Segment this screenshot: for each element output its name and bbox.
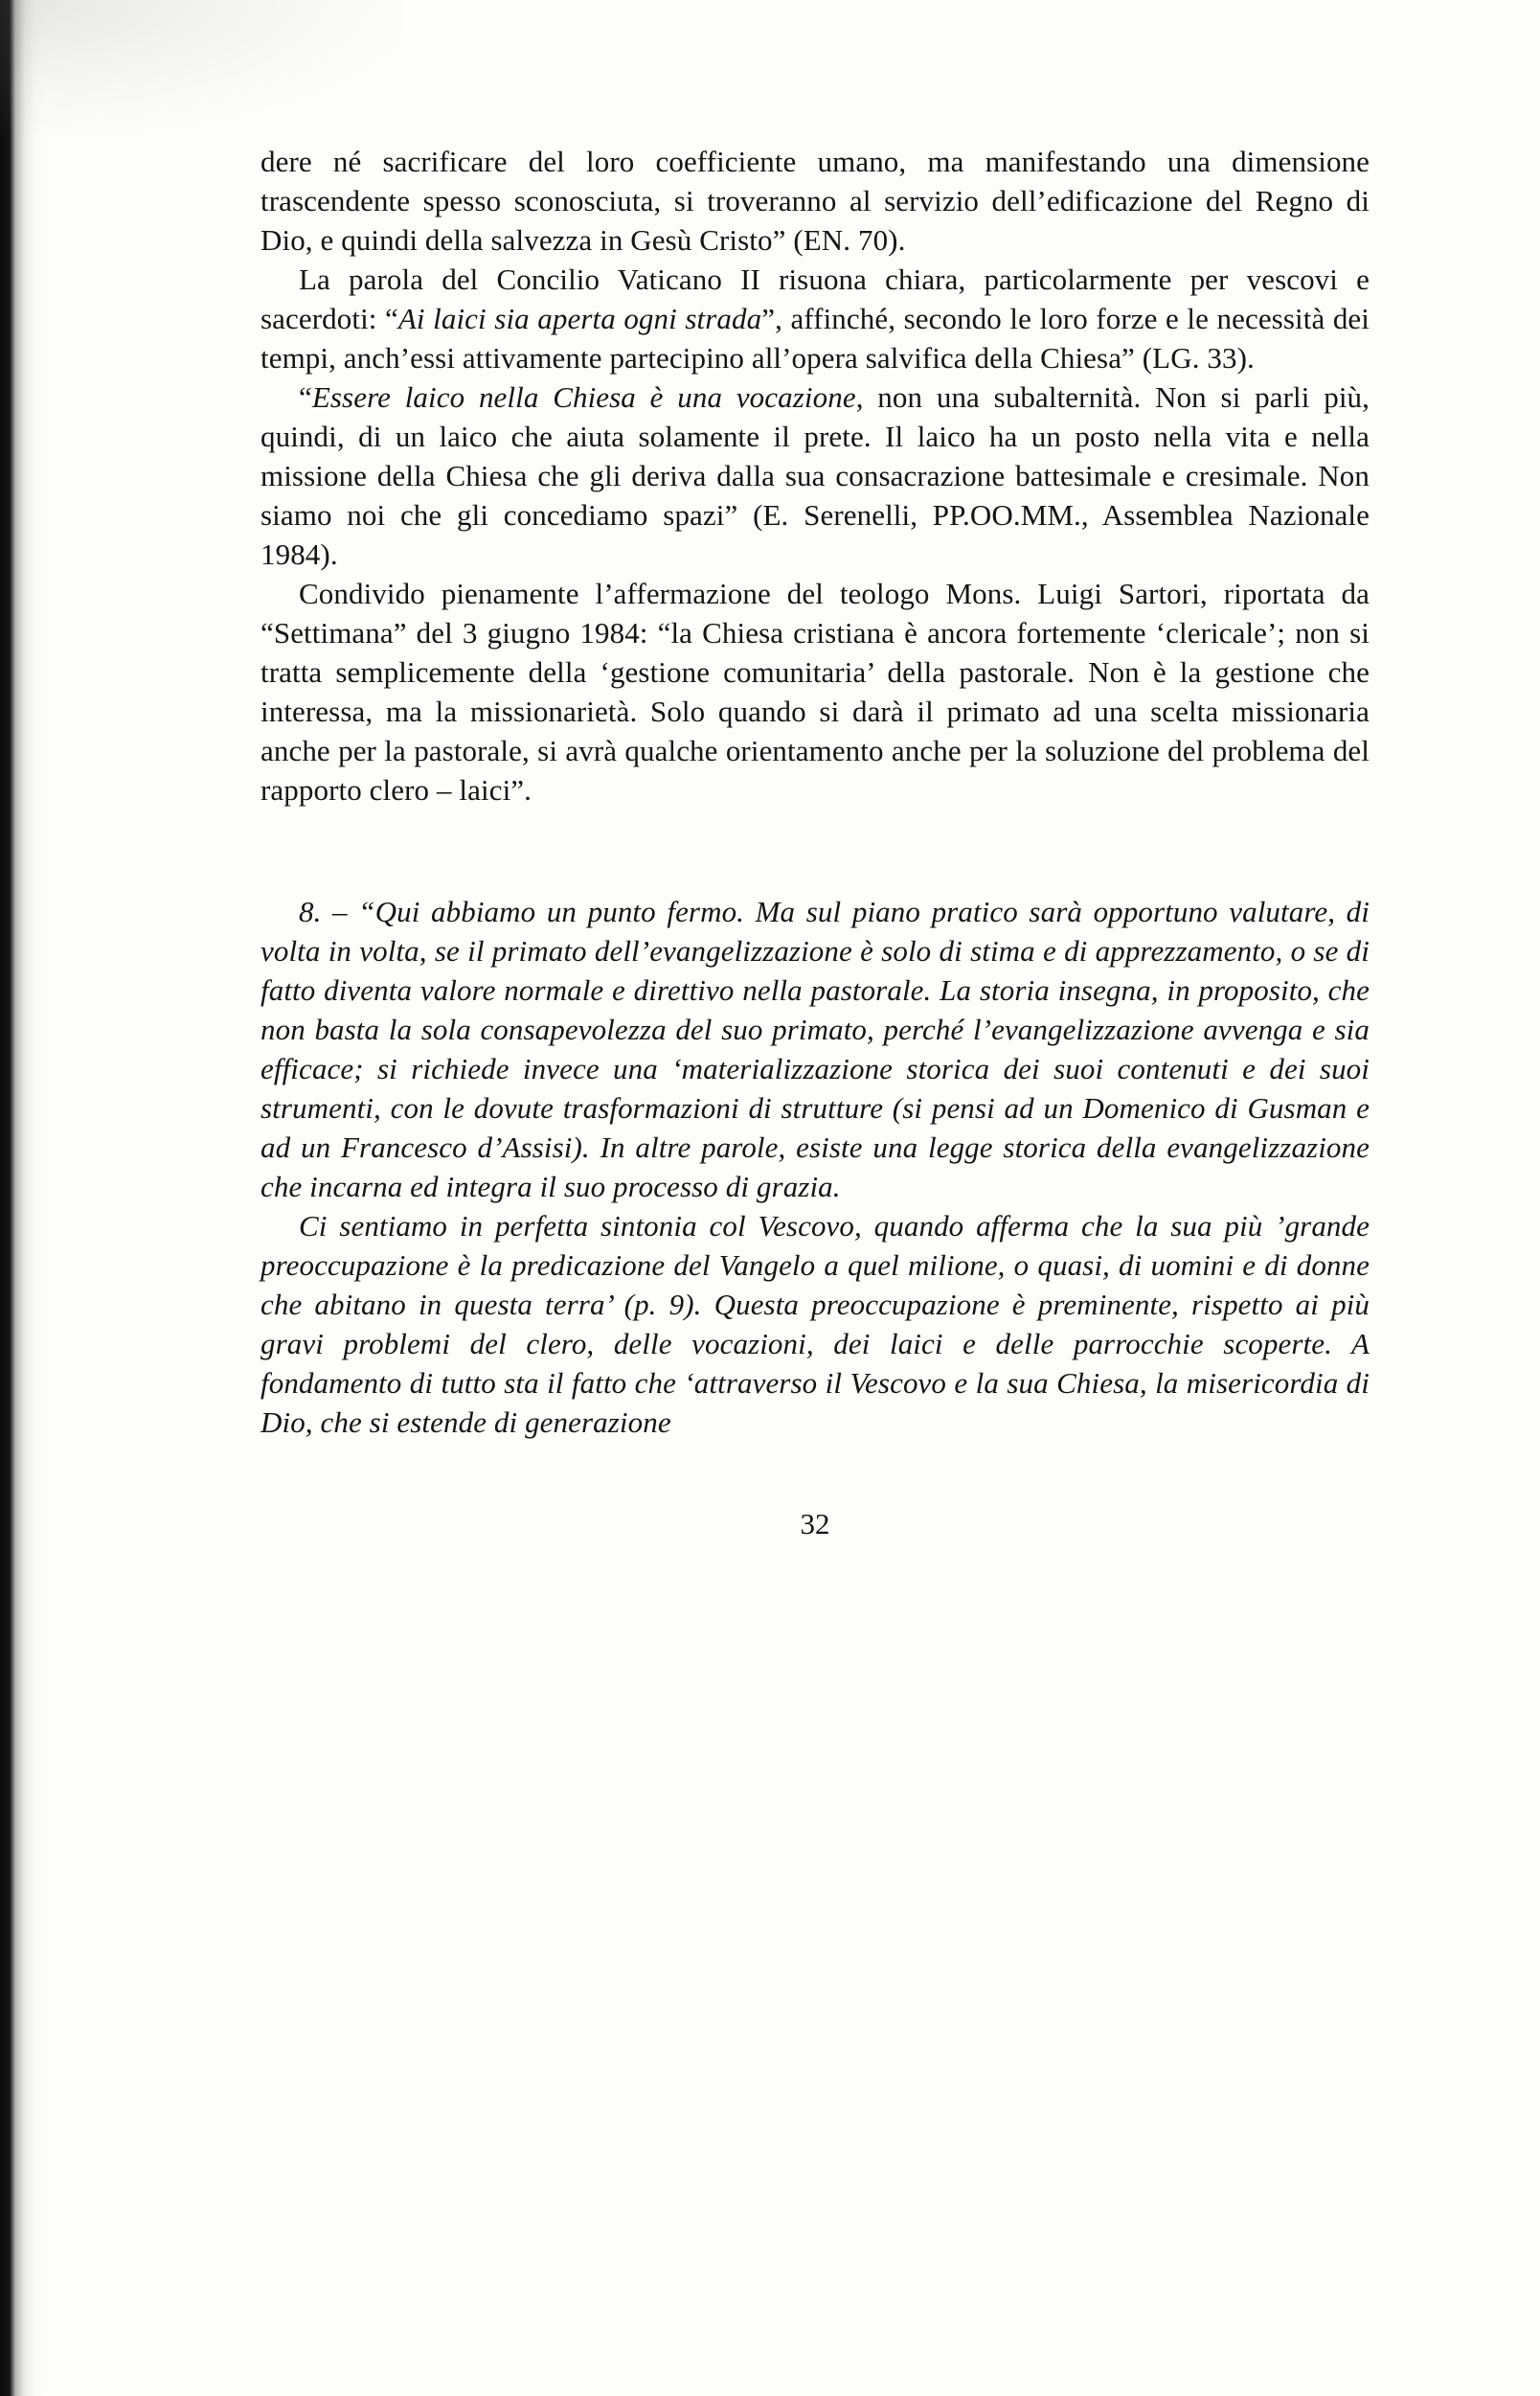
text-run: , non una subalternità. Non si parli più, quindi, di un laico che aiuta solamente il prete. Il laico ha un posto nella vita e nella missione della Chiesa che gli deriva dalla sua consacrazione battesimale e cresimale. Non siamo noi che gli concediamo spazi” (E. Serenelli, PP.OO.MM., Assemblea Nazionale 1984). xyxy=(260,380,1370,571)
scan-corner-shade xyxy=(0,0,402,134)
text-run: dere né sacrificare del loro coefficiente umano, ma manifestando una dimensione trascendente spesso sconosciuta, si troveranno al servizio dell’edificazione del Regno di Dio, e quindi della salvezza in Gesù Cristo” (EN. 70). xyxy=(260,145,1370,257)
text-run-italic: Ci sentiamo in perfetta sintonia col Vescovo, quando afferma che la sua più ’grande preoccupazione è la predicazione del Vangelo a quel milione, o quasi, di uomini e di donne che abitano in questa terra’ (p. 9). Questa preoccupazione è preminente, rispetto ai più gravi problemi del clero, delle vocazioni, dei laici e delle parrocchie scoperte. A fondamento di tutto sta il fatto che ‘attraverso il Vescovo e la sua Chiesa, la misericordia di Dio, che si estende di generazione xyxy=(260,1209,1370,1439)
paragraph xyxy=(260,1206,1370,1442)
paragraph xyxy=(260,892,1370,1206)
text-run: Condivido pienamente l’affermazione del teologo Mons. Luigi Sartori, riportata da “Settimana” del 3 giugno 1984: “la Chiesa cristiana è ancora fortemente ‘clericale’; non si tratta semplicemente della ‘gestione comunitaria’ della pastorale. Non è la gestione che interessa, ma la missionarietà. Solo quando si darà il primato ad una scelta missionaria anche per la pastorale, si avrà qualche orientamento anche per la soluzione del problema del rapporto clero – laici”. xyxy=(260,577,1370,807)
text-run: ”, affinché, secondo le loro forze e le necessità dei tempi, anch’essi attivamente partecipino all’opera salvifica della Chiesa” (LG. 33). xyxy=(260,302,1370,375)
text-run-italic: 8. – “Qui abbiamo un punto fermo. Ma sul piano pratico sarà opportuno valutare, di volta in volta, se il primato dell’evangelizzazione è solo di stima e di apprezzamento, o se di fatto diventa valore normale e direttivo nella pastorale. La storia insegna, in proposito, che non basta la sola consapevolezza del suo primato, perché l’evangelizzazione avvenga e sia efficace; si richiede invece una ‘materializzazione storica dei suoi contenuti e dei suoi strumenti, con le dovute trasformazioni di strutture (si pensi ad un Domenico di Gusman e ad un Francesco d’Assisi). In altre parole, esiste una legge storica della evangelizzazione che incarna ed integra il suo processo di grazia. xyxy=(260,895,1370,1203)
paragraph xyxy=(260,260,1370,377)
paragraph xyxy=(260,142,1370,260)
text-run-italic: Essere laico nella Chiesa è una vocazione xyxy=(311,380,856,414)
paragraph xyxy=(260,377,1370,574)
text-block xyxy=(260,142,1370,1541)
text-run: La parola del Concilio Vaticano II risuona chiara, particolarmente per vescovi e sacerdoti: “ xyxy=(260,262,1370,335)
paragraph xyxy=(260,574,1370,810)
text-run: “ xyxy=(299,380,312,414)
page-number: 32 xyxy=(800,1507,830,1540)
scan-edge-shadow xyxy=(0,0,44,2396)
text-run-italic: Ai laici sia aperta ogni strada xyxy=(397,302,762,335)
